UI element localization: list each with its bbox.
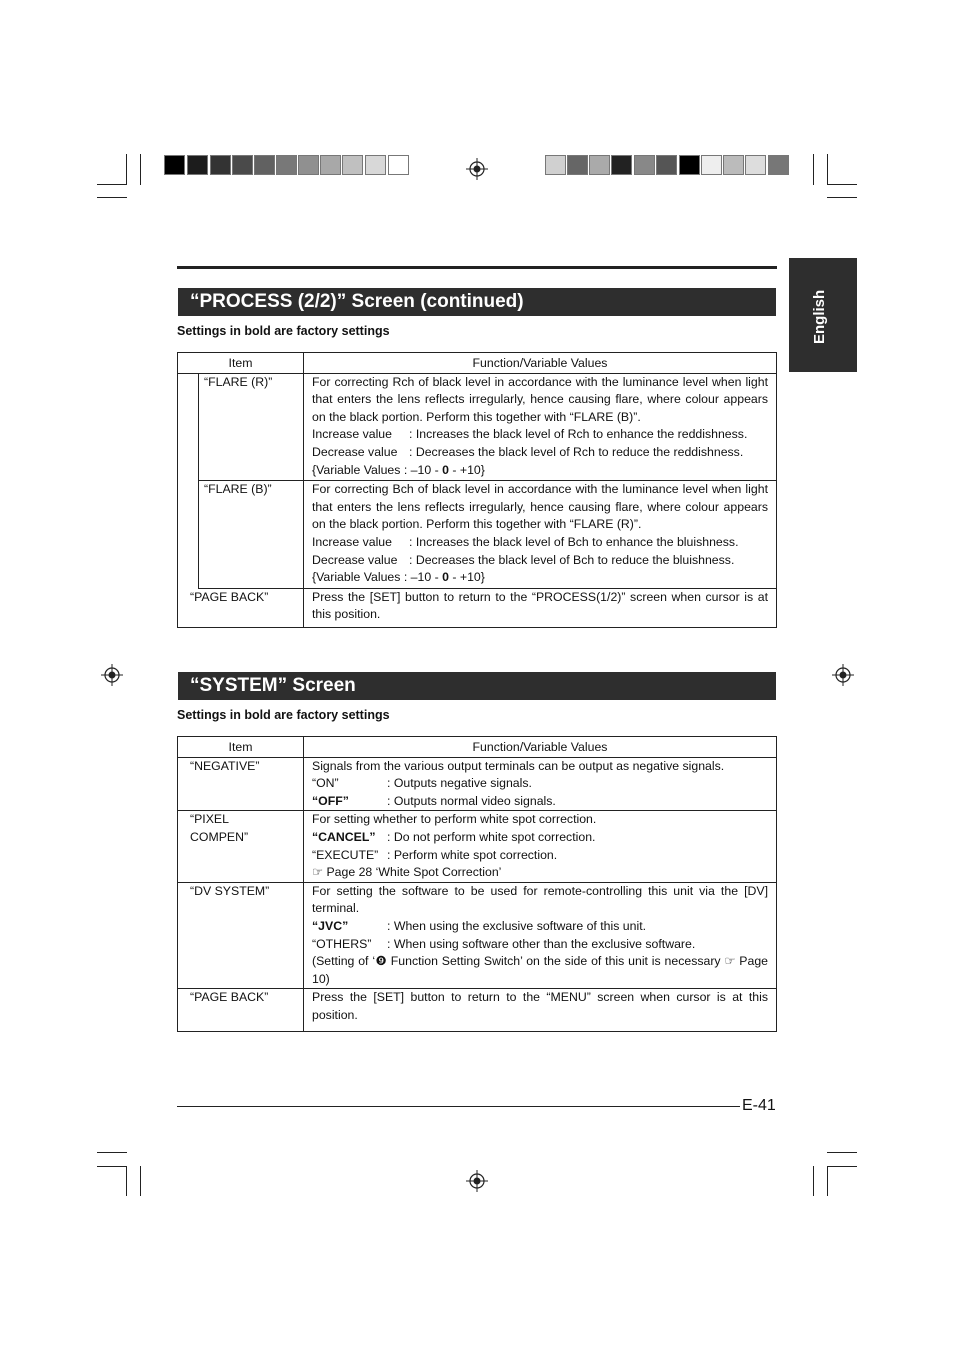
- footer-rule: [177, 1106, 740, 1107]
- crop-mark: [97, 1152, 127, 1153]
- item-dv-system: “DV SYSTEM”: [178, 882, 304, 989]
- increase-line: Increase value : Increases the black level of Bch to enhance the bluishness.: [312, 534, 739, 549]
- crop-mark: [827, 184, 857, 185]
- table-row: [178, 989, 777, 1031]
- crop-mark: [97, 1166, 127, 1167]
- decrease-line: Decrease value : Decreases the black level of Rch to reduce the reddishness.: [312, 444, 744, 459]
- increase-line: Increase value : Increases the black level of Rch to enhance the reddishness.: [312, 427, 748, 442]
- table-row: [178, 757, 777, 811]
- item-flare-b: “FLARE (B)”: [199, 481, 304, 589]
- table-row: [178, 811, 777, 882]
- item-pixel-compen: “PIXEL COMPEN”: [178, 811, 304, 882]
- option-line: “OFF” : Outputs normal video signals.: [312, 793, 556, 808]
- item-flare-r: “FLARE (R)”: [199, 373, 304, 481]
- page-number: E-41: [742, 1097, 776, 1114]
- function-flare-r: [304, 373, 777, 481]
- table-row: [178, 882, 777, 989]
- variable-values: {Variable Values : –10 - 0 - +10}: [312, 570, 485, 585]
- crop-mark: [126, 154, 127, 185]
- option-line: “EXECUTE” : Perform white spot correction.: [312, 847, 558, 862]
- registration-mark-icon: [101, 664, 123, 686]
- function-page-back: Press the [SET] button to return to the “PROCESS(1/2)” screen when cursor is at this position.: [312, 589, 768, 622]
- function-pixel-compen: [304, 811, 777, 882]
- table-row: [178, 373, 777, 481]
- function-page-back: Press the [SET] button to return to the “MENU” screen when cursor is at this position.: [312, 990, 768, 1022]
- item-negative: “NEGATIVE”: [178, 757, 304, 811]
- page-reference: ☞ Page 28 ‘White Spot Correction’: [312, 865, 502, 880]
- setting-note: (Setting of ‘❾ Function Setting Switch’ on the side of this unit is necessary ☞ Page 10): [312, 954, 768, 986]
- description: Signals from the various output terminals can be output as negative signals.: [312, 758, 725, 773]
- option-line: “ON” : Outputs negative signals.: [312, 776, 532, 791]
- header-function: Function/Variable Values: [304, 737, 777, 758]
- function-flare-b: [304, 481, 777, 589]
- crop-mark: [813, 1166, 814, 1196]
- crop-mark: [140, 1166, 141, 1196]
- item-page-back: “PAGE BACK”: [178, 989, 304, 1031]
- description: For correcting Bch of black level in accordance with the luminance level when light that enters the lens reflects irregularly, hence causing flare, where colour appears on the black portion. Perform this together with “FLARE (R)”.: [312, 482, 768, 532]
- registration-mark-icon: [832, 664, 854, 686]
- option-line: “JVC” : When using the exclusive software of this unit.: [312, 918, 647, 933]
- factory-settings-note: Settings in bold are factory settings: [177, 708, 390, 722]
- option-line: “CANCEL” : Do not perform white spot correction.: [312, 829, 596, 844]
- table-header: [178, 353, 777, 374]
- language-tab: [789, 258, 857, 372]
- table-row: [178, 481, 777, 589]
- registration-mark-icon: [466, 158, 488, 180]
- crop-mark: [827, 1166, 857, 1167]
- crop-mark: [827, 1166, 828, 1196]
- crop-mark: [813, 154, 814, 185]
- description: For setting whether to perform white spot correction.: [312, 812, 597, 827]
- item-page-back: “PAGE BACK”: [178, 588, 304, 627]
- section-title: “PROCESS (2/2)” Screen (continued): [178, 288, 776, 316]
- crop-mark: [827, 1152, 857, 1153]
- variable-values: {Variable Values : –10 - 0 - +10}: [312, 462, 485, 477]
- section-title: “SYSTEM” Screen: [178, 672, 776, 700]
- registration-mark-icon: [466, 1170, 488, 1192]
- language-tab-label: English: [811, 289, 828, 344]
- crop-mark: [140, 154, 141, 185]
- header-function: Function/Variable Values: [304, 353, 777, 374]
- description: For correcting Rch of black level in accordance with the luminance level when light that enters the lens reflects irregularly, hence causing flare, where colour appears on the black portion. Perform this together with “FLARE (B)”.: [312, 374, 768, 424]
- top-rule: [177, 266, 777, 269]
- header-item: Item: [178, 353, 304, 374]
- description: For setting the software to be used for remote-controlling this unit via the [DV] terminal.: [312, 883, 768, 916]
- crop-mark: [827, 197, 857, 198]
- decrease-line: Decrease value : Decreases the black level of Bch to reduce the bluishness.: [312, 552, 735, 567]
- option-line: “OTHERS” : When using software other than the exclusive software.: [312, 936, 696, 951]
- factory-settings-note: Settings in bold are factory settings: [177, 324, 390, 338]
- function-negative: [304, 757, 777, 811]
- crop-mark: [126, 1166, 127, 1196]
- process-settings-table: [177, 352, 777, 628]
- table-header: [178, 737, 777, 758]
- function-dv-system: [304, 882, 777, 989]
- crop-mark: [827, 154, 828, 185]
- crop-mark: [97, 184, 127, 185]
- header-item: Item: [178, 737, 304, 758]
- table-row: [178, 588, 777, 627]
- crop-mark: [97, 197, 127, 198]
- system-settings-table: [177, 736, 777, 1032]
